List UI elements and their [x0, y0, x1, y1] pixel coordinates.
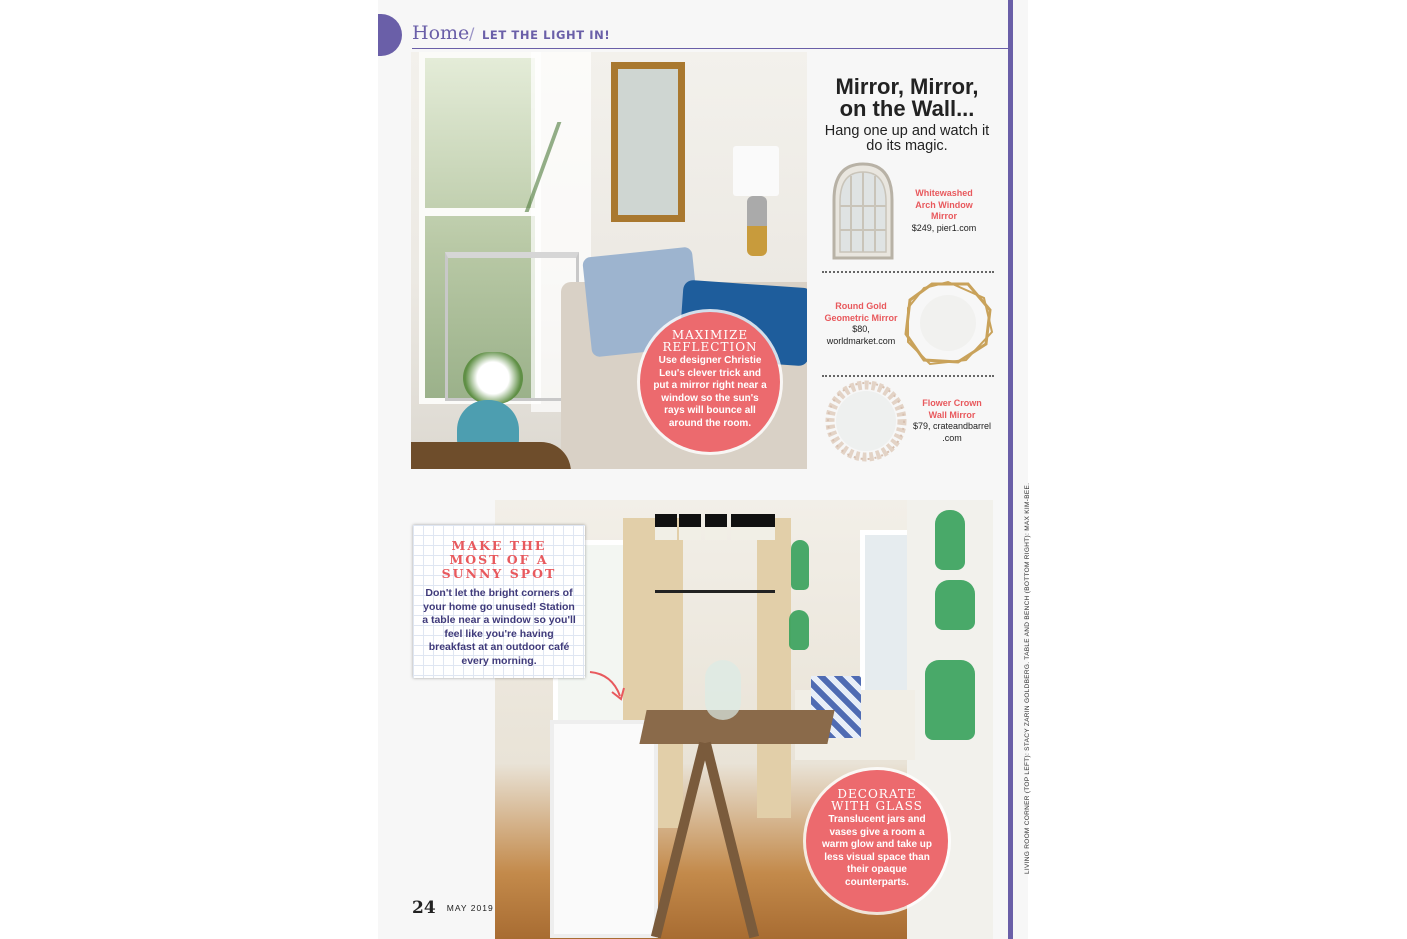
arch-window-mirror-icon: [830, 160, 896, 260]
section-title: Home: [412, 22, 470, 44]
tip-title: REFLECTION: [662, 340, 758, 354]
chandelier: [655, 500, 775, 593]
dotted-divider: [822, 375, 994, 377]
dining-table: [639, 710, 834, 744]
bench: [550, 720, 658, 938]
tip-body: Don't let the bright corners of your home go unused! Station a table near a window so you'll feel like you're having breakfast at an outdoor café every morning.: [422, 587, 576, 667]
curved-arrow-icon: [586, 668, 630, 704]
page-number: 24: [412, 898, 436, 918]
glass-vase: [705, 660, 741, 720]
title-line: MOST OF A: [449, 552, 549, 567]
title-line: on the Wall...: [839, 96, 975, 121]
gold-framed-mirror: [611, 62, 685, 222]
side-table: [411, 442, 571, 469]
green-glass-jar: [935, 580, 975, 630]
green-glass-jar: [925, 660, 975, 740]
page-header: [412, 20, 1008, 49]
folio: [412, 898, 494, 918]
lamp-shade: [753, 514, 775, 540]
product-price: $249, pier1.com: [911, 222, 977, 233]
title-line: Mirror, Mirror,: [835, 74, 979, 99]
tip-body: Use designer Christie Leu's clever trick and put a mirror right near a window so the sun's rays will bounce all around the room.: [653, 355, 767, 429]
green-glass-jar: [791, 540, 809, 590]
product-name: Whitewashed Arch Window Mirror: [915, 188, 973, 221]
header-slash: /: [469, 24, 475, 43]
lamp-shade: [705, 514, 727, 540]
lamp-shade: [733, 146, 779, 196]
tip-circle-reflection: [640, 312, 780, 452]
photo-credit-text: LIVING ROOM CORNER (TOP LEFT): STACY ZARIN GOLDBERG. TABLE AND BENCH (BOTTOM RIGHT): MAX KIM-BEE.: [1024, 482, 1031, 874]
tip-title: DECORATE: [837, 787, 917, 801]
issue-date: MAY 2019: [446, 903, 494, 913]
product-name: Round Gold Geometric Mirror: [824, 301, 898, 323]
tip-circle-glass: [806, 770, 948, 912]
title-line: SUNNY SPOT: [441, 566, 557, 581]
photo-credit: [1024, 482, 1034, 874]
green-glass-jar: [935, 510, 965, 570]
lamp-shade: [655, 514, 677, 540]
tip-title: [413, 539, 585, 581]
lamp-shade: [731, 514, 753, 540]
product-price: $79, crateandbarrel .com: [912, 421, 992, 443]
table-leg: [701, 742, 759, 938]
flower-crown-mirror-icon: [820, 380, 912, 462]
lamp-shade: [679, 514, 701, 540]
product-label: [904, 188, 984, 234]
white-flowers: [463, 352, 523, 404]
tip-box-sunny-spot: [413, 525, 585, 678]
green-glass-jar: [789, 610, 809, 650]
mirror-panel-title: [818, 76, 996, 120]
tip-title: WITH GLASS: [831, 799, 923, 813]
product-label: [818, 301, 904, 347]
section-subtitle: LET THE LIGHT IN!: [482, 28, 611, 42]
tip-body: Translucent jars and vases give a room a warm glow and take up less visual space than their opaque counterparts.: [821, 814, 933, 888]
lamp-base: [747, 196, 767, 256]
title-line: MAKE THE: [451, 538, 547, 553]
product-price: $80, worldmarket.com: [826, 324, 896, 346]
product-name: Flower Crown Wall Mirror: [922, 398, 982, 420]
mirror-panel-subtitle: Hang one up and watch it do its magic.: [824, 123, 990, 154]
tip-title: MAXIMIZE: [671, 328, 749, 342]
dotted-divider: [822, 271, 994, 273]
geometric-gold-mirror-icon: [902, 280, 994, 366]
product-label: [912, 398, 992, 444]
